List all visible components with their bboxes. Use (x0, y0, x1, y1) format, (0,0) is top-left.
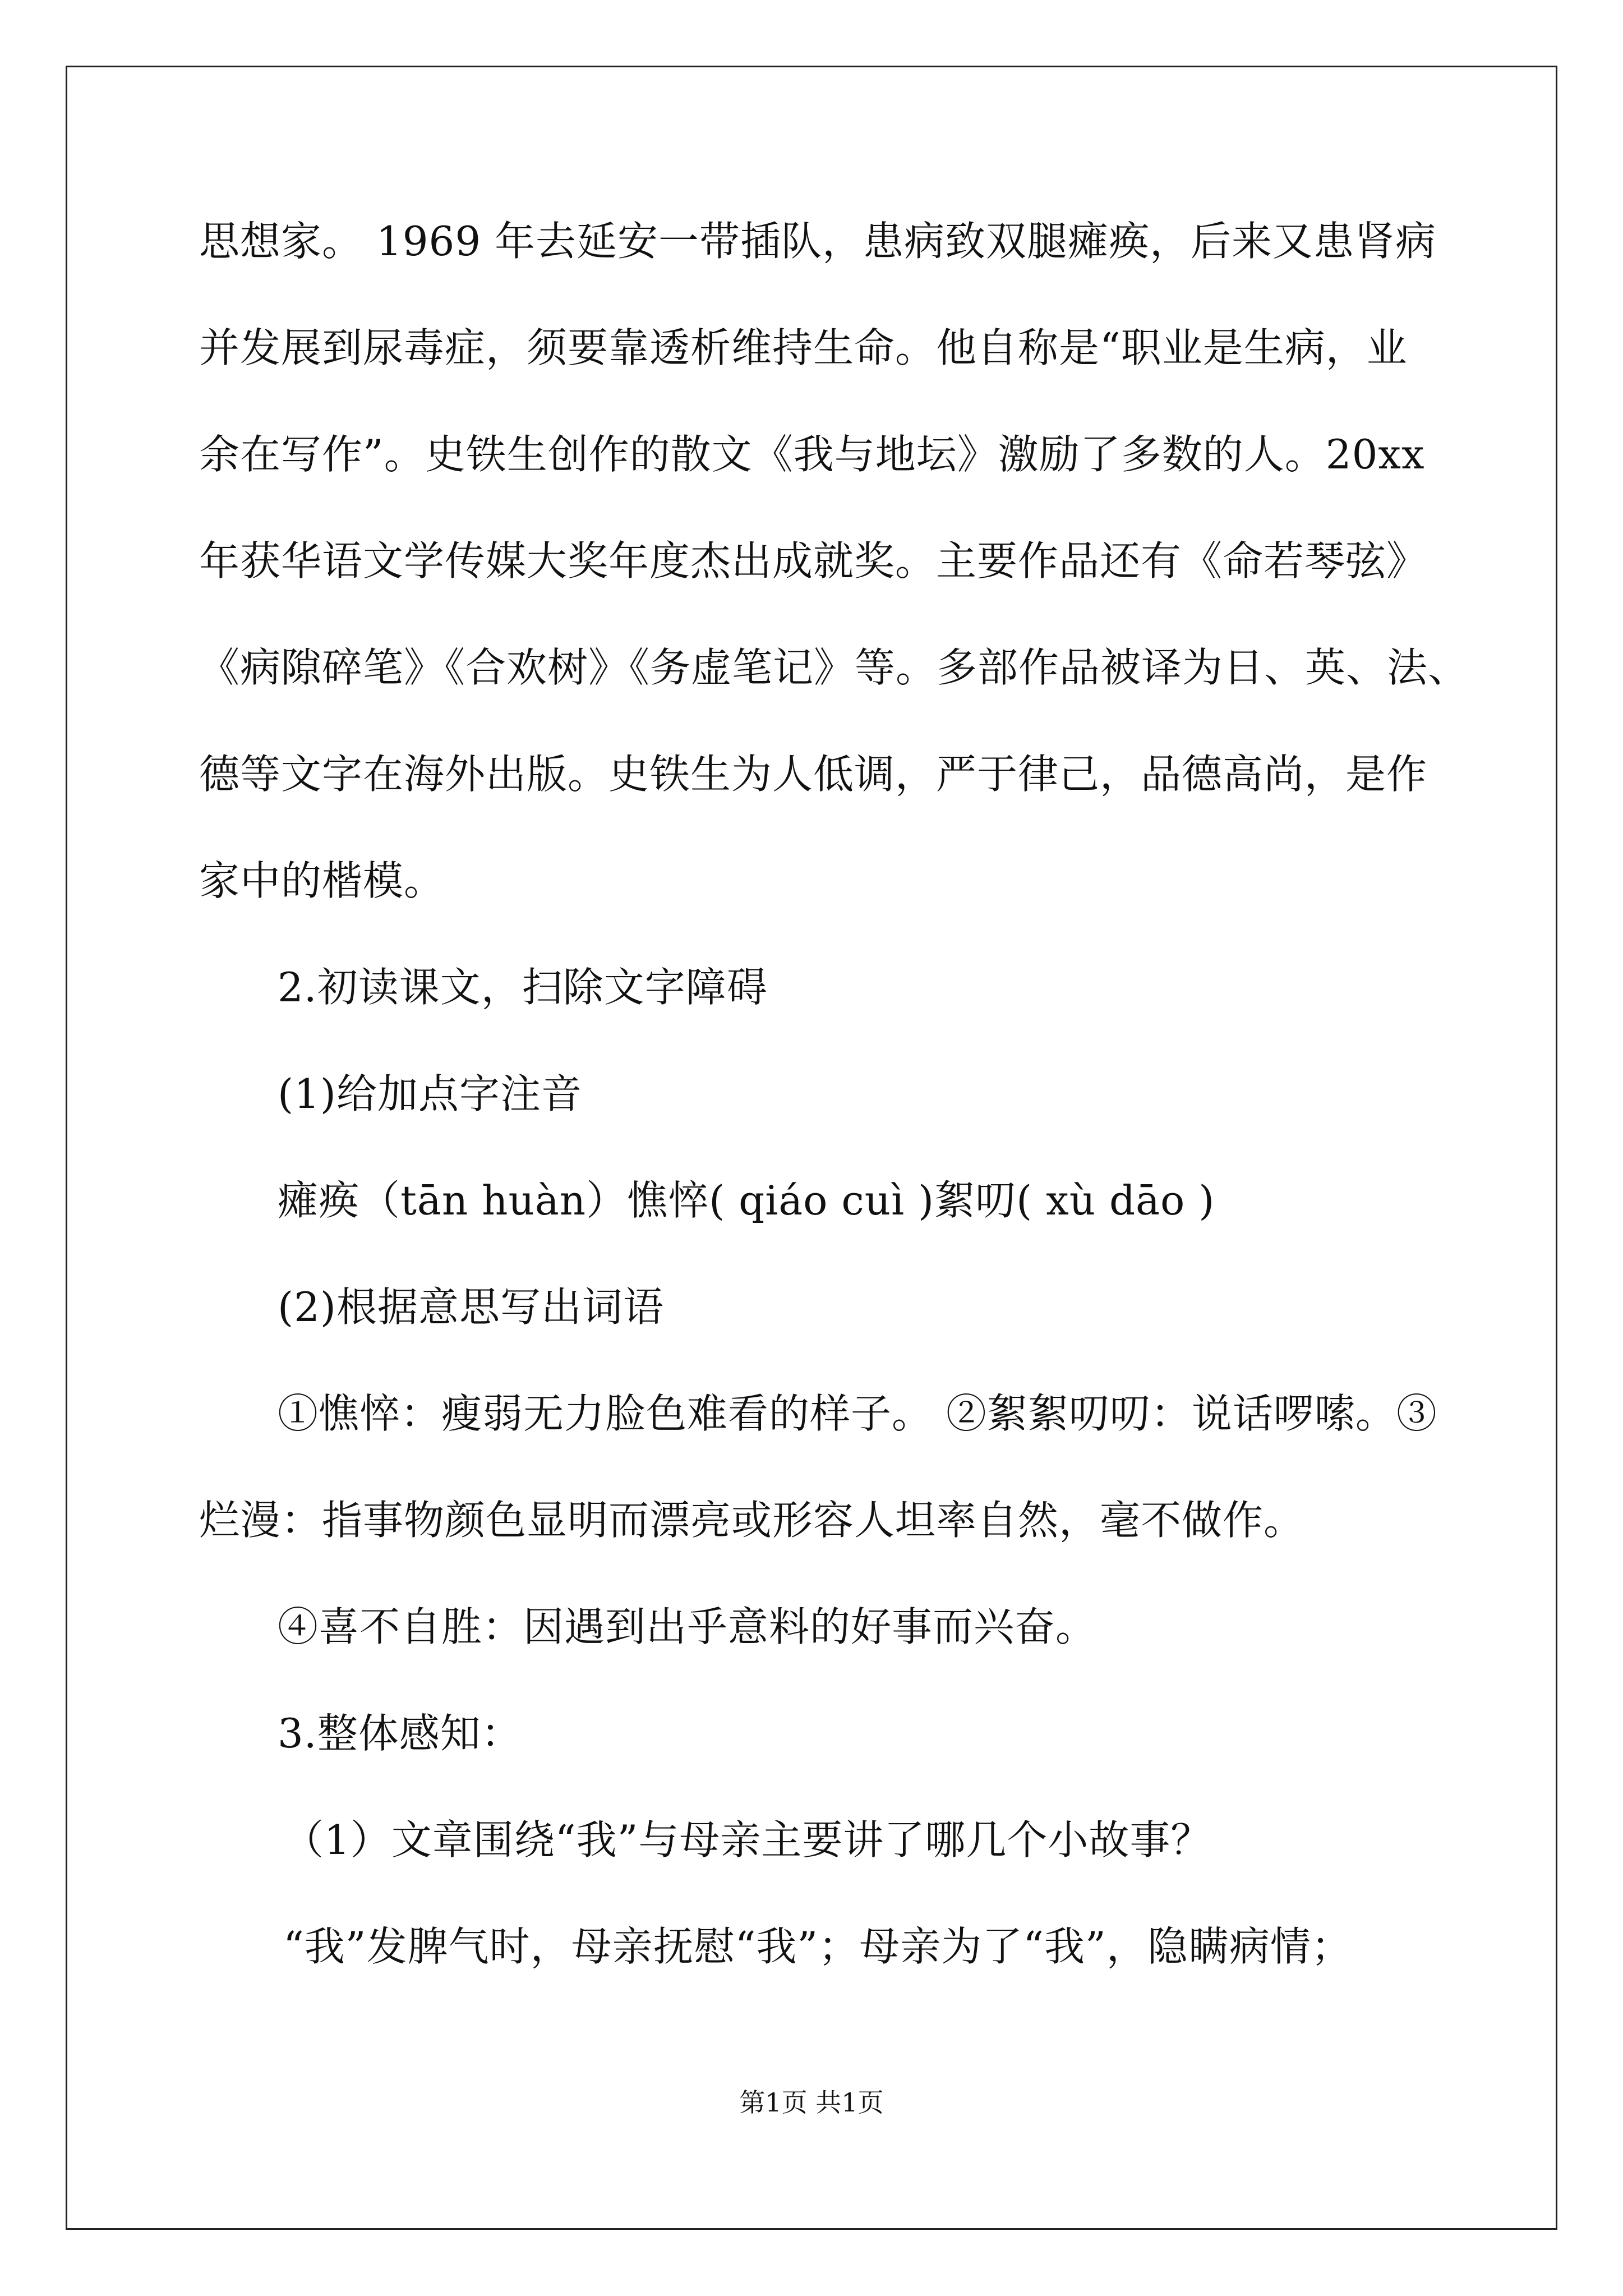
text-line: “我”发脾气时，母亲抚慰“我”；母亲为了“我”，隐瞒病情； (283, 1923, 1352, 1970)
text-line: 烂漫：指事物颜色显明而漂亮或形容人坦率自然，毫不做作。 (199, 1497, 1305, 1544)
text-line: ④喜不自胜：因遇到出乎意料的好事而兴奋。 (278, 1603, 1097, 1650)
text-line: 思想家。 1969 年去延安一带插队，患病致双腿瘫痪，后来又患肾病 (199, 218, 1437, 265)
page-number-footer: 第1页 共1页 (739, 2087, 884, 2118)
text-line: 家中的楷模。 (199, 857, 445, 904)
text-line: 瘫痪（tān huàn）憔悴( qiáo cuì )絮叨( xù dāo ) (278, 1177, 1215, 1224)
text-line: 德等文字在海外出版。史铁生为人低调，严于律己，品德高尚，是作 (199, 751, 1428, 798)
subsection-heading: (2)根据意思写出词语 (278, 1283, 664, 1331)
page-border (66, 66, 1557, 2230)
question-line: （1）文章围绕“我”与母亲主要讲了哪几个小故事？ (283, 1816, 1212, 1864)
text-line: 余在写作”。史铁生创作的散文《我与地坛》激励了多数的人。20xx (199, 431, 1425, 478)
subsection-heading: (1)给加点字注音 (278, 1070, 582, 1117)
text-line: ①憔悴：瘦弱无力脸色难看的样子。 ②絮絮叨叨：说话啰嗦。③ (278, 1390, 1437, 1437)
text-line: 《病隙碎笔》《合欢树》《务虚笔记》等。多部作品被译为日、英、法、 (199, 644, 1469, 691)
text-line: 年获华语文学传媒大奖年度杰出成就奖。主要作品还有《命若琴弦》 (199, 537, 1428, 585)
section-heading: 2.初读课文，扫除文字障碍 (278, 964, 768, 1011)
text-line: 并发展到尿毒症，须要靠透析维持生命。他自称是“职业是生病，业 (199, 324, 1408, 371)
section-heading: 3.整体感知： (278, 1710, 522, 1757)
